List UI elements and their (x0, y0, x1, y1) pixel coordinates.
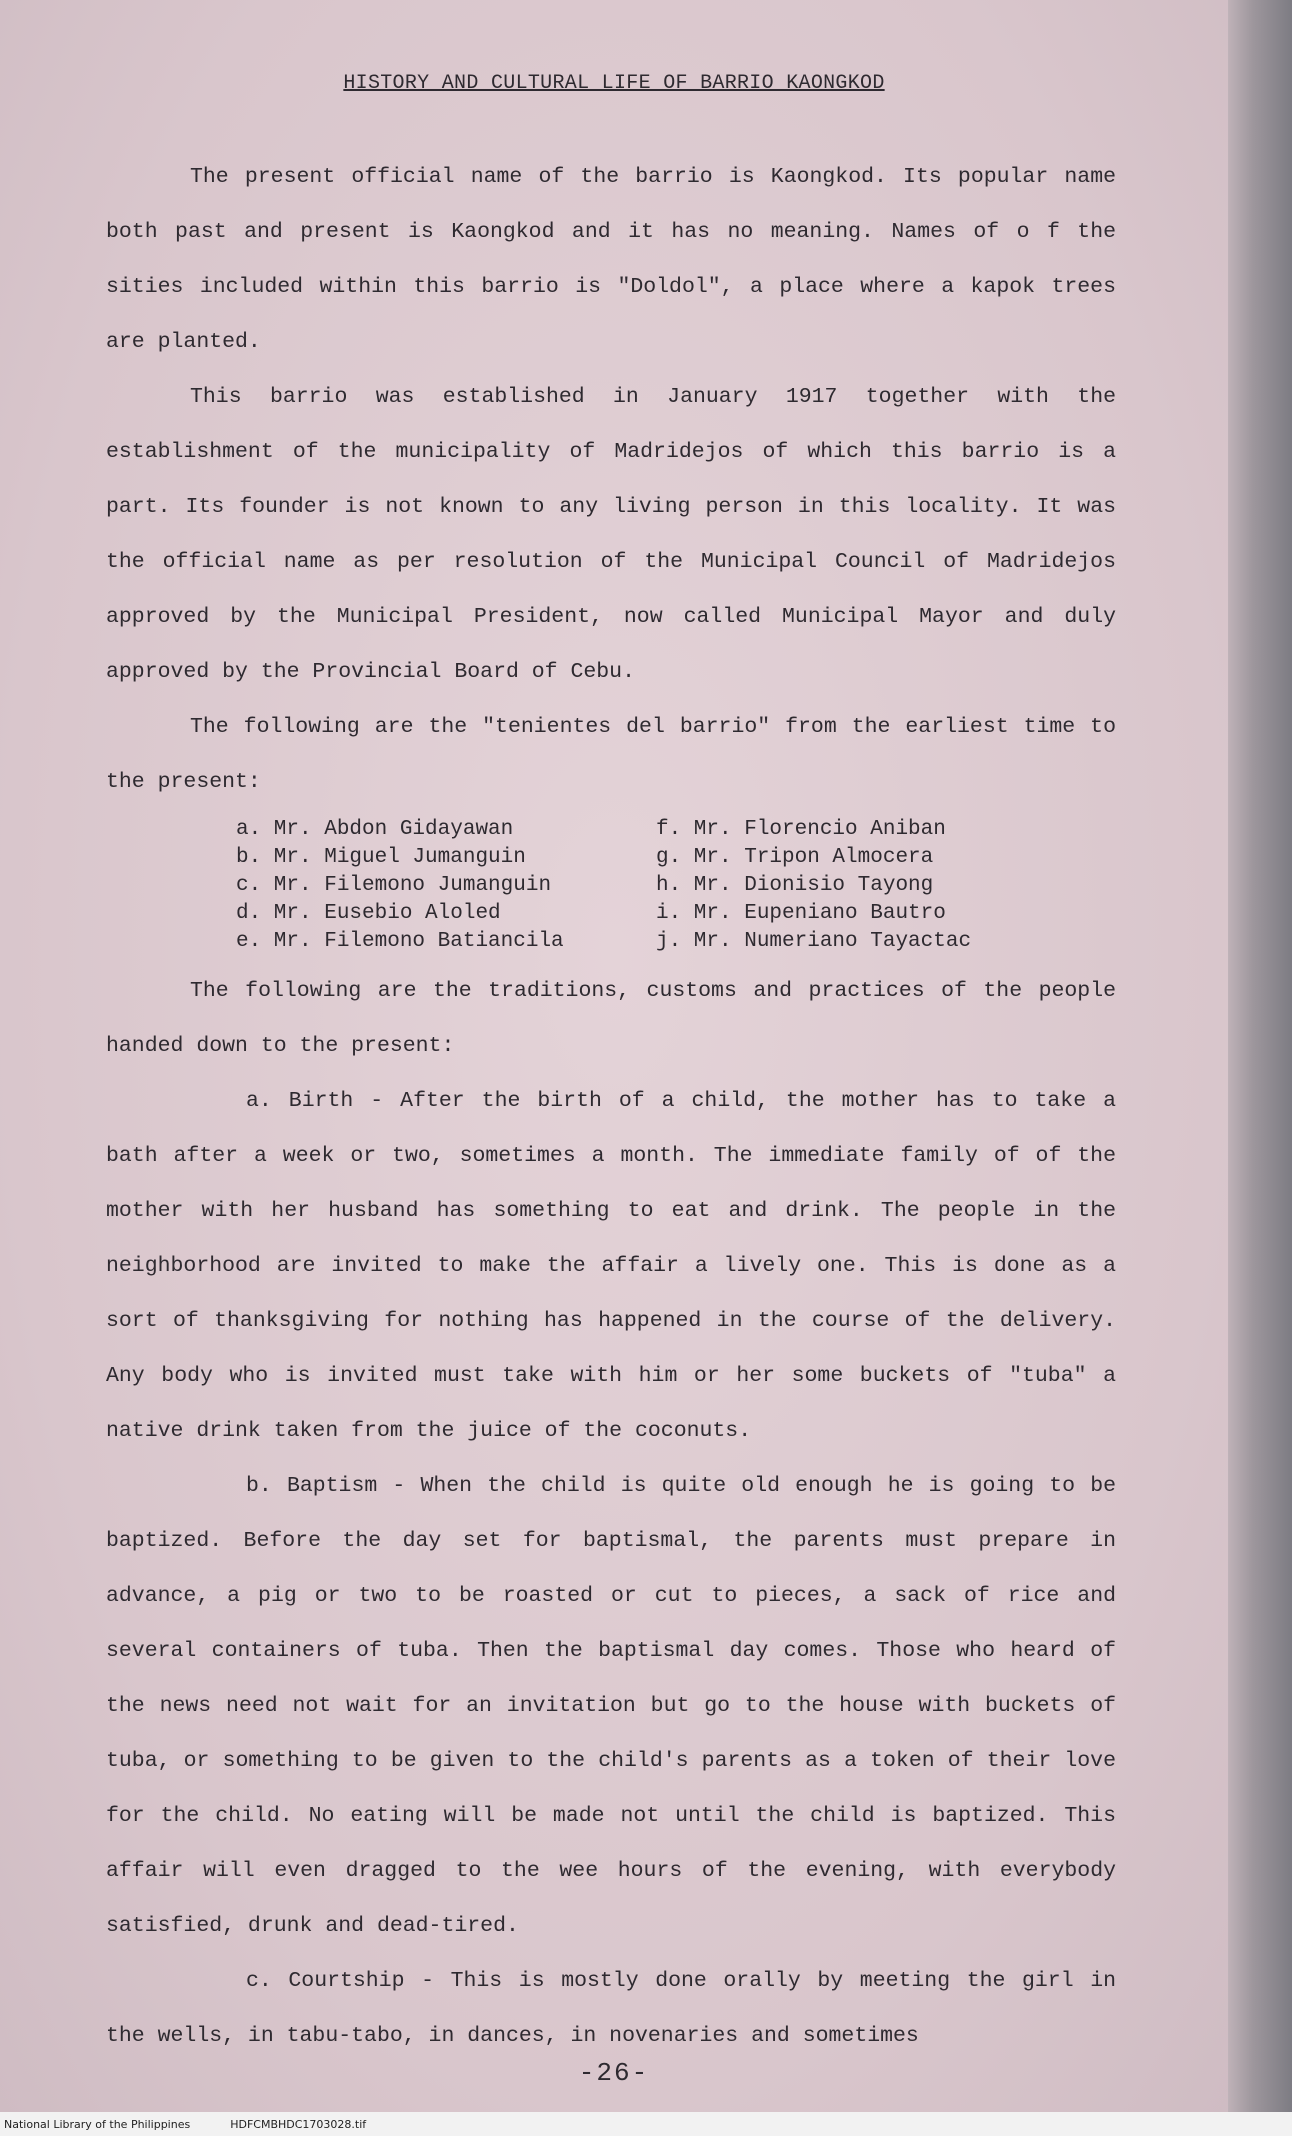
teniente-item: f. Mr. Florencio Aniban (656, 818, 946, 841)
footer-file-id: HDFCMBHDC1703028.tif (230, 2117, 367, 2131)
paragraph-birth: a. Birth - After the birth of a child, the mother has to take a bath after a week or two, sometimes a month. The immediate family of of the mother with her husband has something to eat and drink. The people in the neighborhood are invited to make the affair a lively one. This is done as a sort of thanksgiving for nothing has happened in the course of the delivery. Any body who is invited must take with him or her some buckets of "tuba" a native drink taken from the juice of the coconuts. (106, 1089, 1116, 1443)
book-edge (1228, 0, 1292, 2112)
teniente-item: g. Mr. Tripon Almocera (656, 846, 934, 869)
paragraph-baptism: b. Baptism - When the child is quite old enough he is going to be baptized. Before the day set for baptismal, the parents must prepare in advance, a pig or two to be roasted or cut to pieces, a sack of rice and several containers of tuba. Then the baptismal day comes. Those who heard of the news need not wait for an invitation but go to the house with buckets of tuba, or something to be given to the child's parents as a token of their love for the child. No eating will be made not until the child is baptized. This affair will even dragged to the wee hours of the evening, with everybody satisfied, drunk and dead-tired. (106, 1474, 1116, 1938)
page-number: -26- (578, 2058, 650, 2088)
teniente-item: d. Mr. Eusebio Aloled (236, 902, 501, 925)
paragraph-establishment: This barrio was established in January 1917 together with the establishment of the municipality of Madridejos of which this barrio is a part. Its founder is not known to any living person in this locality. It was the official name as per resolution of the Municipal Council of Madridejos approved by the Municipal President, now called Municipal Mayor and duly approved by the Provincial Board of Cebu. (106, 385, 1116, 684)
teniente-item: i. Mr. Eupeniano Bautro (656, 902, 946, 925)
teniente-item: c. Mr. Filemono Jumanguin (236, 874, 552, 897)
teniente-item: b. Mr. Miguel Jumanguin (236, 846, 526, 869)
teniente-item: a. Mr. Abdon Gidayawan (236, 818, 514, 841)
document-title: HISTORY AND CULTURAL LIFE OF BARRIO KAONGKOD (343, 72, 885, 95)
teniente-item: h. Mr. Dionisio Tayong (656, 874, 934, 897)
paragraph-traditions-intro: The following are the traditions, customs and practices of the people handed down to the present: (106, 979, 1116, 1058)
teniente-item: j. Mr. Numeriano Tayactac (656, 930, 972, 953)
paragraph-tenientes-intro: The following are the "tenientes del barrio" from the earliest time to the present: (106, 715, 1116, 794)
paragraph-courtship: c. Courtship - This is mostly done orally by meeting the girl in the wells, in tabu-tabo, in dances, in novenaries and sometimes (106, 1969, 1116, 2048)
footer-source: National Library of the Philippines (4, 2117, 191, 2131)
tenientes-list (236, 816, 1116, 956)
paragraph-official-name: The present official name of the barrio is Kaongkod. Its popular name both past and present is Kaongkod and it has no meaning. Names of o f the sities included within this barrio is "Doldol", a place where a kapok trees are planted. (106, 165, 1116, 354)
teniente-item: e. Mr. Filemono Batiancila (236, 930, 564, 953)
document-body (106, 150, 1116, 2064)
scan-footer (0, 2112, 1292, 2136)
